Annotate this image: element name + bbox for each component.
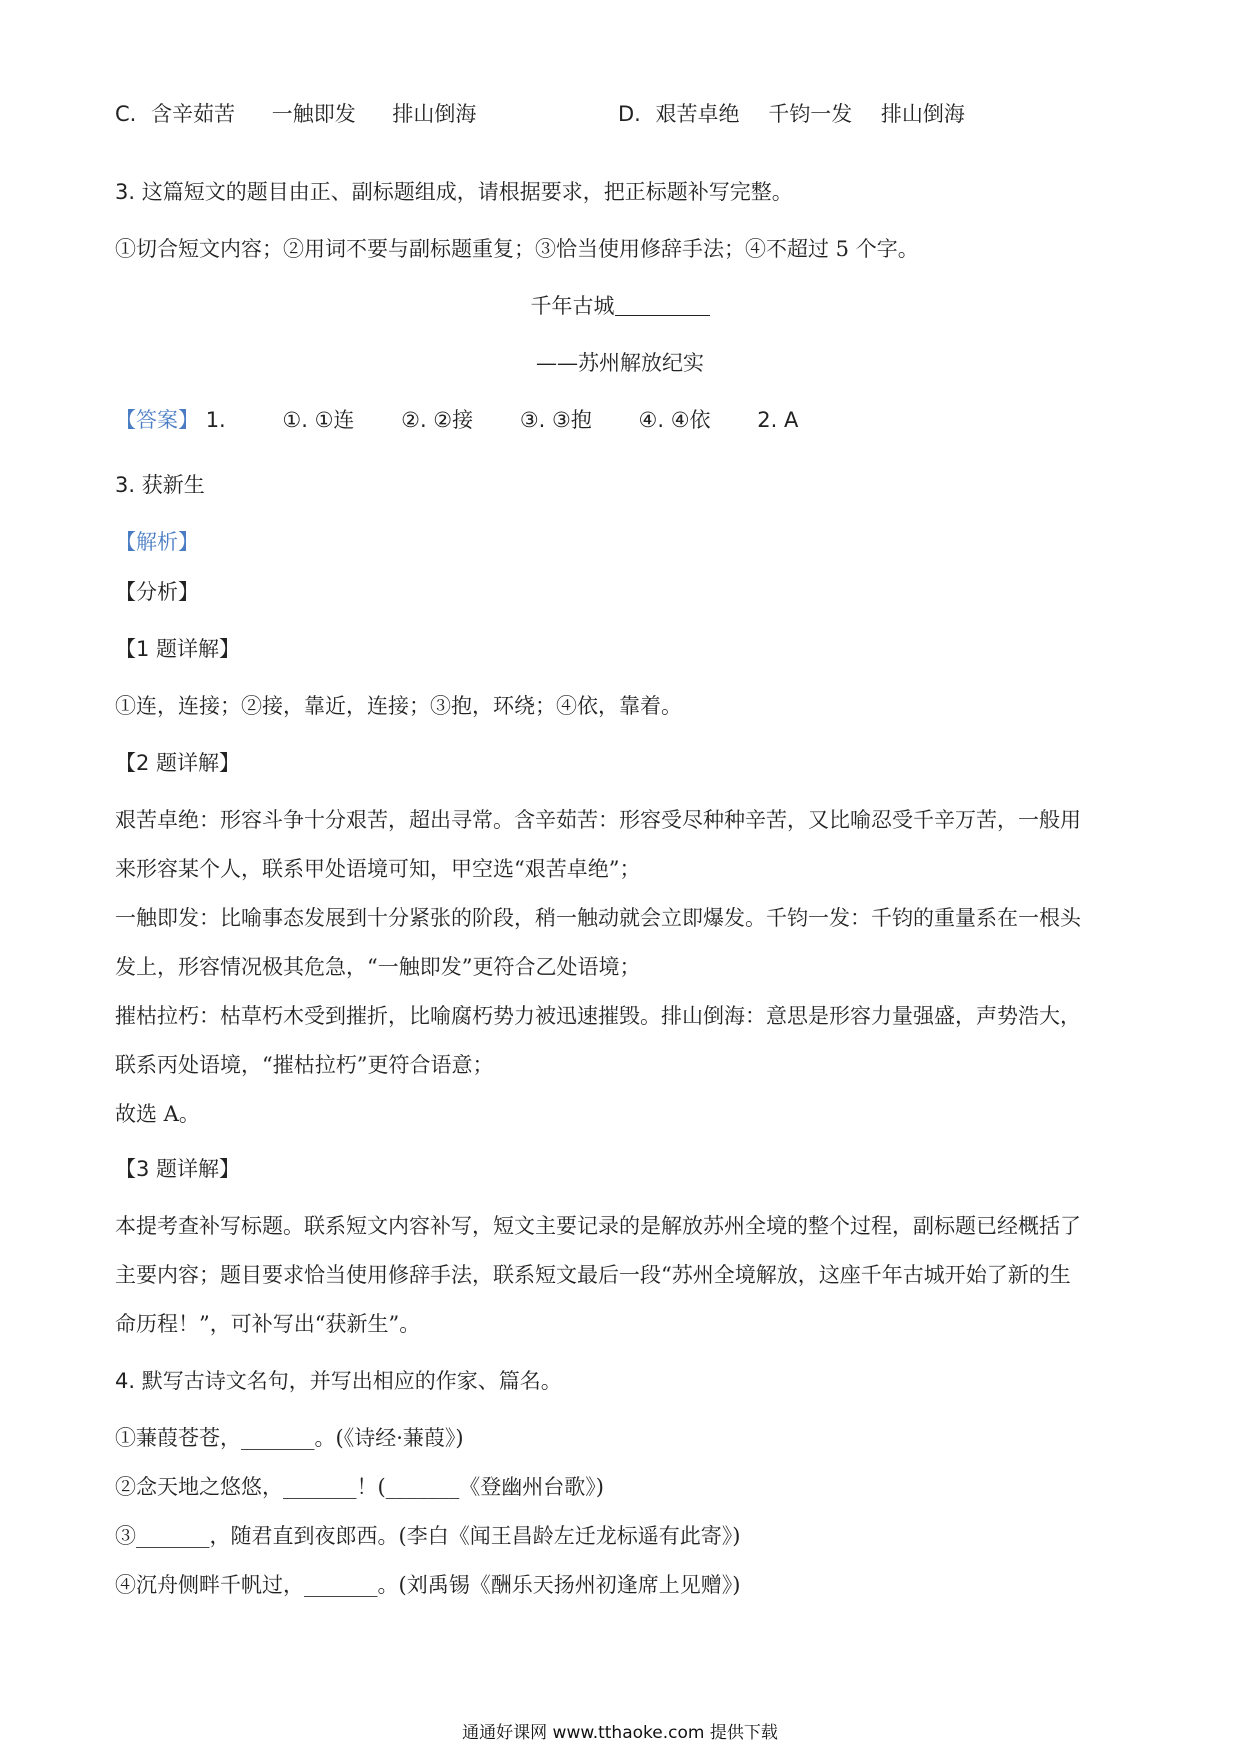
q2-line-3: 一触即发：比喻事态发展到十分紧张的阶段，稍一触动就会立即爆发。千钧一发：千钧的重量系在一根头 — [115, 906, 1081, 930]
q4-line-2: ②念天地之悠悠，_______！(_______《登幽州台歌》) — [115, 1475, 604, 1499]
q2-line-1: 艰苦卓绝：形容斗争十分艰苦，超出寻常。含辛茹苦：形容受尽种种辛苦，又比喻忍受千辛万苦，一般用 — [115, 808, 1081, 832]
q2-line-4: 发上，形容情况极其危急，“一触即发”更符合乙处语境； — [115, 955, 641, 979]
q2-heading: 【2 题详解】 — [115, 751, 241, 775]
answer-item-3: ③. ③抱 — [519, 408, 592, 432]
q3-line-3: 命历程！”，可补写出“获新生”。 — [115, 1312, 421, 1336]
q3-prompt: 3. 这篇短文的题目由正、副标题组成，请根据要求，把正标题补写完整。 — [115, 180, 793, 204]
q3-title-line — [0, 293, 1240, 320]
answer-item-5: 2. A — [757, 408, 799, 432]
option-d-word-1: 艰苦卓绝 — [655, 102, 740, 126]
answer-item-2: ②. ②接 — [401, 408, 474, 432]
option-c — [115, 101, 476, 128]
q4-prompt: 4. 默写古诗文名句，并写出相应的作家、篇名。 — [115, 1369, 562, 1393]
page-footer: 通通好课网 www.tthaoke.com 提供下载 — [462, 1723, 778, 1743]
q4-line-3: ③_______，随君直到夜郎西。(李白《闻王昌龄左迁龙标遥有此寄》) — [115, 1524, 741, 1548]
q1-heading: 【1 题详解】 — [115, 637, 241, 661]
q3-heading: 【3 题详解】 — [115, 1157, 241, 1181]
q3-line-1: 本提考查补写标题。联系短文内容补写，短文主要记录的是解放苏州全境的整个过程，副标题已经概括了 — [115, 1214, 1081, 1238]
q1-text: ①连，连接；②接，靠近，连接；③抱，环绕；④依，靠着。 — [115, 694, 682, 718]
option-c-word-1: 含辛茹苦 — [151, 102, 236, 126]
answer-item-1: ①. ①连 — [282, 408, 355, 432]
answer-tag: 【答案】 — [115, 408, 199, 432]
q2-line-2: 来形容某个人，联系甲处语境可知，甲空选“艰苦卓绝”； — [115, 857, 641, 881]
q2-line-7: 故选 A。 — [115, 1102, 200, 1126]
q2-line-5: 摧枯拉朽：枯草朽木受到摧折，比喻腐朽势力被迅速摧毁。排山倒海：意思是形容力量强盛，声势浩大， — [115, 1004, 1081, 1028]
q3-subtitle: ——苏州解放纪实 — [536, 351, 704, 375]
q3-requirements: ①切合短文内容；②用词不要与副标题重复；③恰当使用修辞手法；④不超过 5 个字。 — [115, 237, 919, 261]
analysis-fenxi: 【分析】 — [115, 580, 199, 604]
analysis-tag: 【解析】 — [115, 530, 199, 554]
option-d — [618, 101, 965, 128]
answer-lead: 1. — [205, 408, 226, 432]
q2-line-6: 联系丙处语境，“摧枯拉朽”更符合语意； — [115, 1053, 494, 1077]
q4-line-4: ④沉舟侧畔千帆过，_______。(刘禹锡《酬乐天扬州初逢席上见赠》) — [115, 1573, 741, 1597]
q3-title-blank — [615, 295, 710, 316]
answer-row — [115, 407, 1140, 434]
option-d-word-3: 排山倒海 — [880, 102, 965, 126]
option-c-word-3: 排山倒海 — [392, 102, 477, 126]
option-d-label: D. — [618, 102, 641, 126]
q4-line-1: ①蒹葭苍苍，_______。(《诗经·蒹葭》) — [115, 1426, 464, 1450]
answer-line-2: 3. 获新生 — [115, 473, 205, 497]
q3-line-2: 主要内容；题目要求恰当使用修辞手法，联系短文最后一段“苏州全境解放，这座千年古城开始了新的生 — [115, 1263, 1071, 1287]
option-d-word-2: 千钧一发 — [768, 102, 853, 126]
option-c-word-2: 一触即发 — [271, 102, 356, 126]
option-c-label: C. — [115, 102, 137, 126]
answer-item-4: ④. ④依 — [638, 408, 711, 432]
q3-title-prefix: 千年古城 — [530, 294, 615, 318]
